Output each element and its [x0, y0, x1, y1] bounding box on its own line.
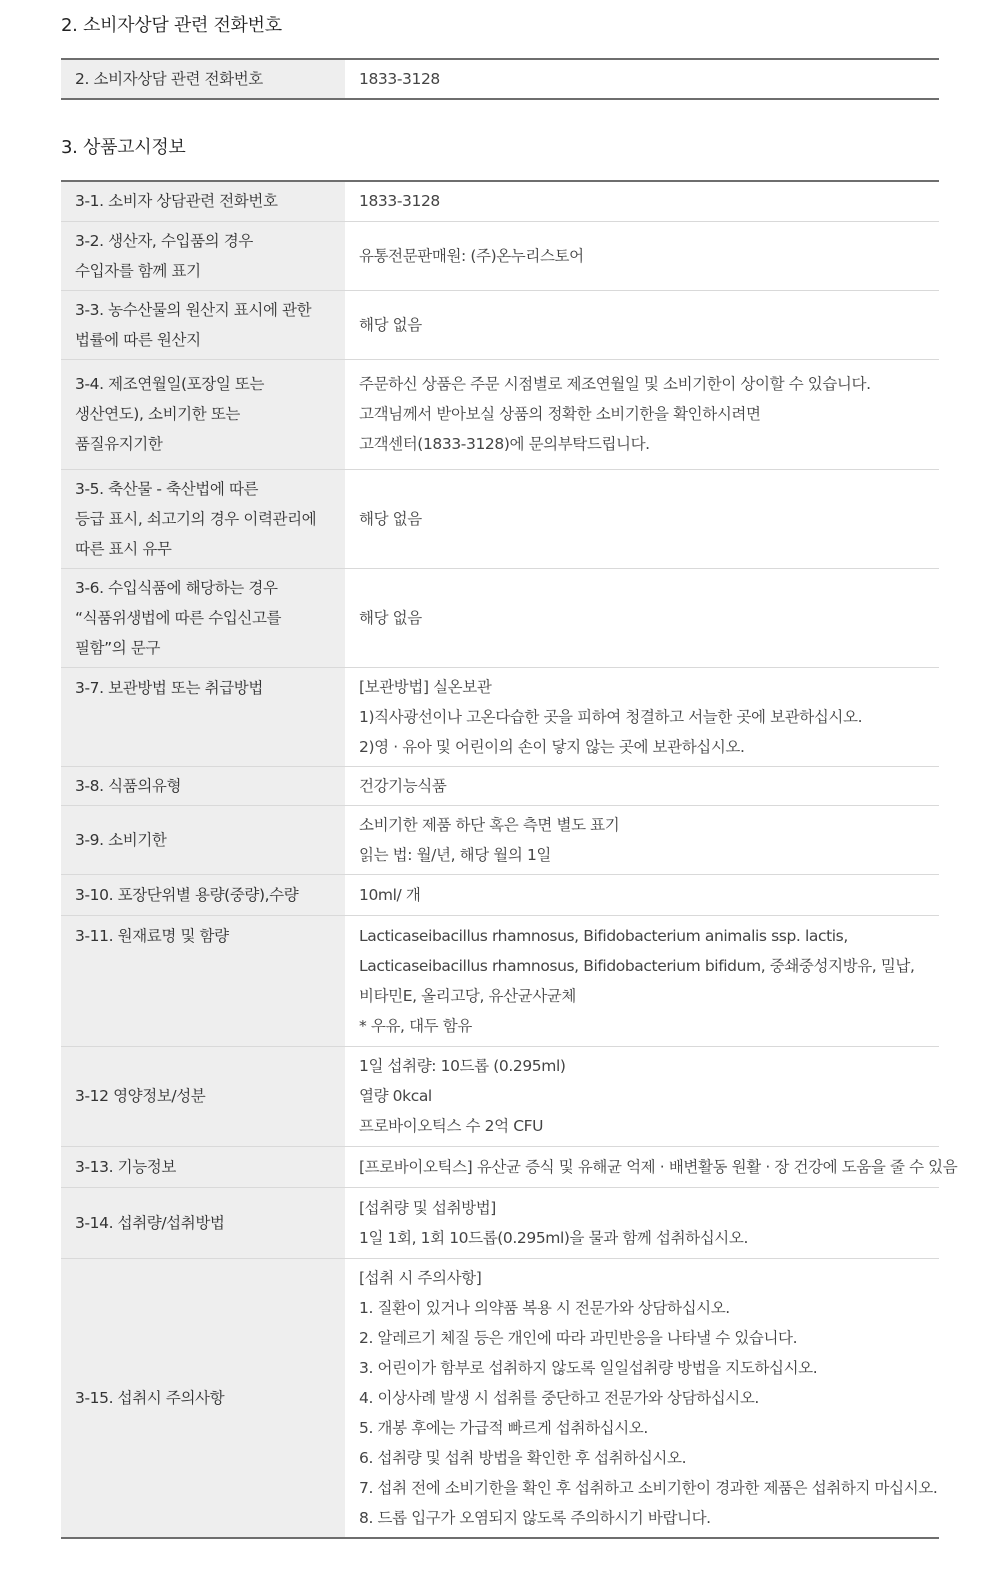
row-label-cell — [61, 359, 345, 469]
row-value-cell — [345, 221, 939, 290]
row-label-cell — [61, 766, 345, 805]
row-label-cell — [61, 181, 345, 221]
row-label-cell — [61, 1187, 345, 1258]
row-label-cell — [61, 1146, 345, 1187]
row-value: 5. 개봉 후에는 가급적 빠르게 섭취하십시오. — [359, 1418, 648, 1437]
row-value: 1833-3128 — [359, 70, 440, 88]
table-row — [61, 766, 939, 805]
row-value: 해당 없음 — [359, 608, 422, 627]
row-value: 고객센터(1833-3128)에 문의부탁드립니다. — [359, 435, 650, 453]
row-label: 3-3. 농수산물의 원산지 표시에 관한 — [75, 300, 312, 319]
row-label: 3-14. 섭취량/섭취방법 — [75, 1213, 225, 1232]
row-value: 1. 질환이 있거나 의약품 복용 시 전문가와 상담하십시오. — [359, 1298, 730, 1317]
row-value: 해당 없음 — [359, 509, 422, 528]
row-value: [보관방법] 실온보관 — [359, 677, 492, 696]
table-row — [61, 1046, 939, 1146]
row-value: 해당 없음 — [359, 315, 422, 334]
row-value-cell — [345, 59, 939, 99]
table-row — [61, 290, 939, 359]
row-label: 필함”의 문구 — [75, 638, 161, 657]
row-label: 3-2. 생산자, 수입품의 경우 — [75, 231, 253, 250]
row-value: * 우유, 대두 함유 — [359, 1016, 472, 1035]
row-value: 읽는 법: 월/년, 해당 월의 1일 — [359, 845, 551, 864]
product-notice-table — [61, 180, 958, 1539]
table-row — [61, 1187, 939, 1258]
row-value: 2)영 · 유아 및 어린이의 손이 닿지 않는 곳에 보관하십시오. — [359, 737, 745, 756]
row-value: 유통전문판매원: (주)온누리스토어 — [359, 246, 584, 265]
table-row — [61, 59, 939, 99]
row-label-cell — [61, 1046, 345, 1146]
row-label: “식품위생법에 따른 수입신고를 — [75, 608, 282, 627]
table-row — [61, 805, 939, 874]
row-label-cell — [61, 874, 345, 915]
row-label-cell — [61, 805, 345, 874]
row-label: 3-12 영양정보/성분 — [75, 1087, 206, 1105]
row-label: 2. 소비자상담 관련 전화번호 — [75, 70, 263, 88]
row-value: 8. 드롭 입구가 오염되지 않도록 주의하시기 바랍니다. — [359, 1508, 711, 1527]
row-value: 6. 섭취량 및 섭취 방법을 확인한 후 섭취하십시오. — [359, 1448, 687, 1467]
row-label: 등급 표시, 쇠고기의 경우 이력관리에 — [75, 509, 317, 528]
row-value: 10ml/ 개 — [359, 885, 421, 904]
row-value: 소비기한 제품 하단 혹은 측면 별도 표기 — [359, 815, 620, 834]
table-row — [61, 667, 939, 766]
row-label-cell — [61, 59, 345, 99]
row-label: 3-15. 섭취시 주의사항 — [75, 1388, 225, 1407]
product-notice-table-body — [61, 181, 958, 1538]
row-value: 프로바이오틱스 수 2억 CFU — [359, 1117, 544, 1135]
section-title-consumer-phone: 2. 소비자상담 관련 전화번호 — [61, 15, 282, 36]
row-value: 1일 섭취량: 10드롭 (0.295ml) — [359, 1057, 566, 1075]
table-row — [61, 1146, 939, 1187]
row-value-cell — [345, 568, 939, 667]
table-row — [61, 469, 939, 568]
table-row — [61, 221, 939, 290]
consumer-phone-table-body — [61, 59, 939, 99]
table-row — [61, 874, 939, 915]
row-label-cell — [61, 667, 345, 766]
row-label-cell — [61, 568, 345, 667]
row-value-cell — [345, 290, 939, 359]
row-value: 1)직사광선이나 고온다습한 곳을 피하여 청결하고 서늘한 곳에 보관하십시오. — [359, 707, 863, 726]
row-value-cell — [345, 805, 939, 874]
row-value: [섭취 시 주의사항] — [359, 1268, 482, 1287]
row-value-cell — [345, 1046, 939, 1146]
table-row — [61, 359, 939, 469]
row-value: 열량 0kcal — [359, 1087, 432, 1105]
row-value: 1833-3128 — [359, 192, 440, 211]
row-value: 건강기능식품 — [359, 776, 447, 795]
table-row — [61, 1258, 939, 1538]
row-value-cell — [345, 1187, 939, 1258]
row-value-cell — [345, 915, 939, 1046]
table-row — [61, 181, 939, 221]
row-value-cell — [345, 1146, 958, 1187]
row-label-cell — [61, 290, 345, 359]
section-title-product-notice: 3. 상품고시정보 — [61, 137, 186, 158]
row-value-cell — [345, 874, 939, 915]
row-value: [프로바이오틱스] 유산균 증식 및 유해균 억제 · 배변활동 원활 · 장 건강에 도움을 줄 수 있음 — [359, 1157, 958, 1176]
row-label-cell — [61, 915, 345, 1046]
row-label: 3-4. 제조연월일(포장일 또는 — [75, 375, 265, 393]
consumer-phone-table — [61, 58, 939, 100]
row-value: 3. 어린이가 함부로 섭취하지 않도록 일일섭취량 방법을 지도하십시오. — [359, 1358, 818, 1377]
row-value: 4. 이상사례 발생 시 섭취를 중단하고 전문가와 상담하십시오. — [359, 1388, 759, 1407]
row-value: [섭취량 및 섭취방법] — [359, 1198, 496, 1217]
row-label: 품질유지기한 — [75, 435, 163, 453]
row-value-cell — [345, 766, 939, 805]
row-label: 3-8. 식품의유형 — [75, 776, 182, 795]
row-value: 비타민E, 올리고당, 유산균사균체 — [359, 986, 576, 1005]
row-value-cell — [345, 181, 939, 221]
row-label: 생산연도), 소비기한 또는 — [75, 405, 240, 423]
row-label: 3-11. 원재료명 및 함량 — [75, 926, 229, 945]
table-row — [61, 568, 939, 667]
table-row — [61, 915, 939, 1046]
row-label: 법률에 따른 원산지 — [75, 330, 201, 349]
row-label: 수입자를 함께 표기 — [75, 261, 201, 280]
row-value: Lacticaseibacillus rhamnosus, Bifidobacterium bifidum, 중쇄중성지방유, 밀납, — [359, 956, 915, 975]
row-value: 고객님께서 받아보실 상품의 정확한 소비기한을 확인하시려면 — [359, 405, 761, 423]
row-label: 3-7. 보관방법 또는 취급방법 — [75, 678, 263, 697]
row-label-cell — [61, 469, 345, 568]
row-label: 3-10. 포장단위별 용량(중량),수량 — [75, 885, 299, 904]
row-value: Lacticaseibacillus rhamnosus, Bifidobacterium animalis ssp. lactis, — [359, 926, 848, 945]
row-label: 3-9. 소비기한 — [75, 830, 167, 849]
row-label-cell — [61, 1258, 345, 1538]
row-value: 2. 알레르기 체질 등은 개인에 따라 과민반응을 나타낼 수 있습니다. — [359, 1328, 798, 1347]
row-label: 3-6. 수입식품에 해당하는 경우 — [75, 578, 278, 597]
row-label: 따른 표시 유무 — [75, 539, 172, 558]
row-value: 주문하신 상품은 주문 시점별로 제조연월일 및 소비기한이 상이할 수 있습니다. — [359, 375, 871, 393]
row-label-cell — [61, 221, 345, 290]
row-value-cell — [345, 359, 939, 469]
row-value-cell — [345, 1258, 939, 1538]
row-value: 1일 1회, 1회 10드롭(0.295ml)을 물과 함께 섭취하십시오. — [359, 1228, 748, 1247]
row-value-cell — [345, 667, 939, 766]
row-label: 3-1. 소비자 상담관련 전화번호 — [75, 192, 278, 211]
row-label: 3-13. 기능정보 — [75, 1157, 176, 1176]
row-value-cell — [345, 469, 939, 568]
row-label: 3-5. 축산물 - 축산법에 따른 — [75, 479, 259, 498]
row-value: 7. 섭취 전에 소비기한을 확인 후 섭취하고 소비기한이 경과한 제품은 섭취하지 마십시오. — [359, 1478, 938, 1497]
